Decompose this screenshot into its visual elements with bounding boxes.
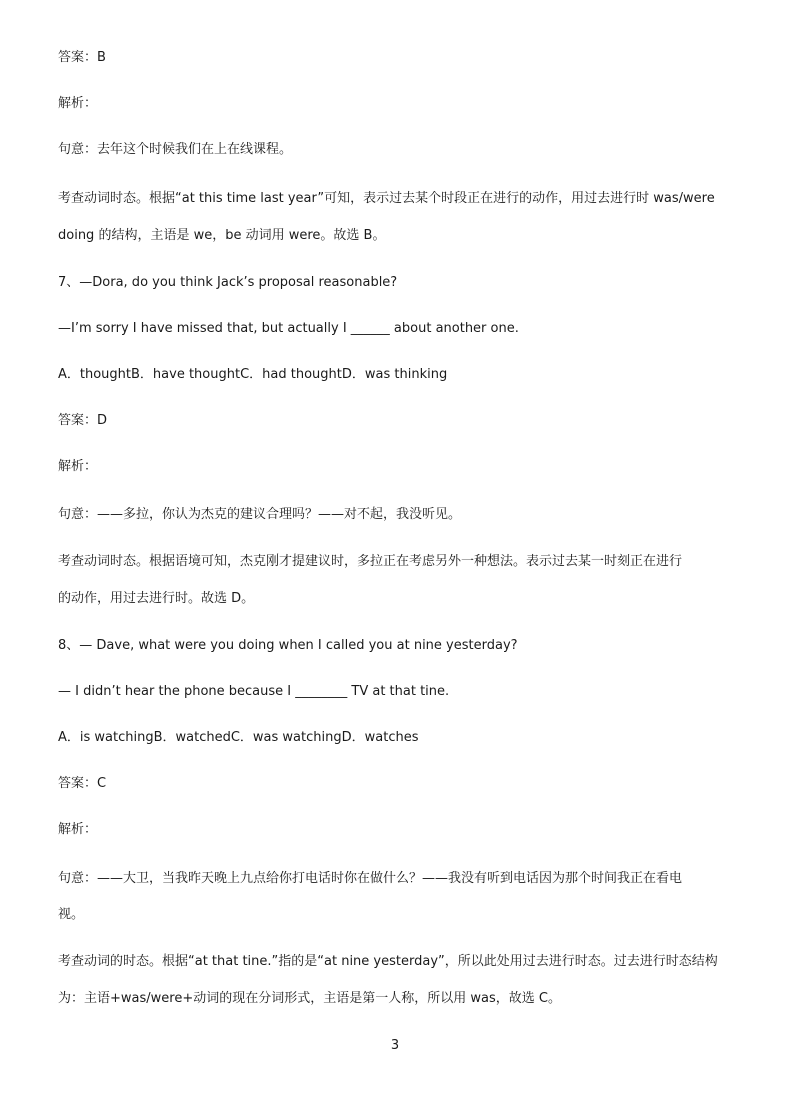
explanation-line: 的动作，用过去进行时。故选 D。 — [58, 591, 255, 606]
question-8-options: A．is watchingB．watchedC．was watchingD．watches — [58, 730, 419, 745]
explanation-line: 为：主语+was/were+动词的现在分词形式，主语是第一人称，所以用 was，故选 C。 — [58, 991, 561, 1006]
explanation-line: 考查动词时态。根据“at this time last year”可知，表示过去某个时段正在进行的动作，用过去进行时 was/were — [58, 191, 715, 206]
question-7-stem: 7、—Dora, do you think Jack’s proposal reasonable? — [58, 275, 398, 290]
analysis-label: 解析： — [58, 96, 98, 111]
sentence-meaning-cont: 视。 — [58, 907, 85, 922]
sentence-meaning: 句意：去年这个时候我们在上在线课程。 — [58, 142, 293, 157]
explanation-line: 考查动词的时态。根据“at that tine.”指的是“at nine yesterday”，所以此处用过去进行时态。过去进行时态结构 — [58, 954, 718, 969]
page-number: 3 — [390, 1038, 400, 1053]
question-8-stem: 8、— Dave, what were you doing when I called you at nine yesterday? — [58, 638, 518, 653]
answer-line: 答案：D — [58, 413, 108, 428]
sentence-meaning: 句意：——多拉，你认为杰克的建议合理吗？——对不起，我没听见。 — [58, 507, 462, 522]
question-7-options: A．thoughtB．have thoughtC．had thoughtD．was thinking — [58, 367, 448, 382]
explanation-line: 考查动词时态。根据语境可知，杰克刚才提建议时，多拉正在考虑另外一种想法。表示过去某一时刻正在进行 — [58, 554, 683, 569]
answer-line: 答案：C — [58, 776, 107, 791]
sentence-meaning: 句意：——大卫，当我昨天晚上九点给你打电话时你在做什么？——我没有听到电话因为那个时间我正在看电 — [58, 871, 683, 886]
analysis-label: 解析： — [58, 459, 98, 474]
analysis-label: 解析： — [58, 822, 98, 837]
answer-line: 答案：B — [58, 50, 106, 65]
question-8-line: — I didn’t hear the phone because I ________ TV at that tine. — [58, 684, 450, 699]
explanation-line: doing 的结构，主语是 we，be 动词用 were。故选 B。 — [58, 228, 386, 243]
question-7-line: —I’m sorry I have missed that, but actually I ______ about another one. — [58, 321, 519, 336]
